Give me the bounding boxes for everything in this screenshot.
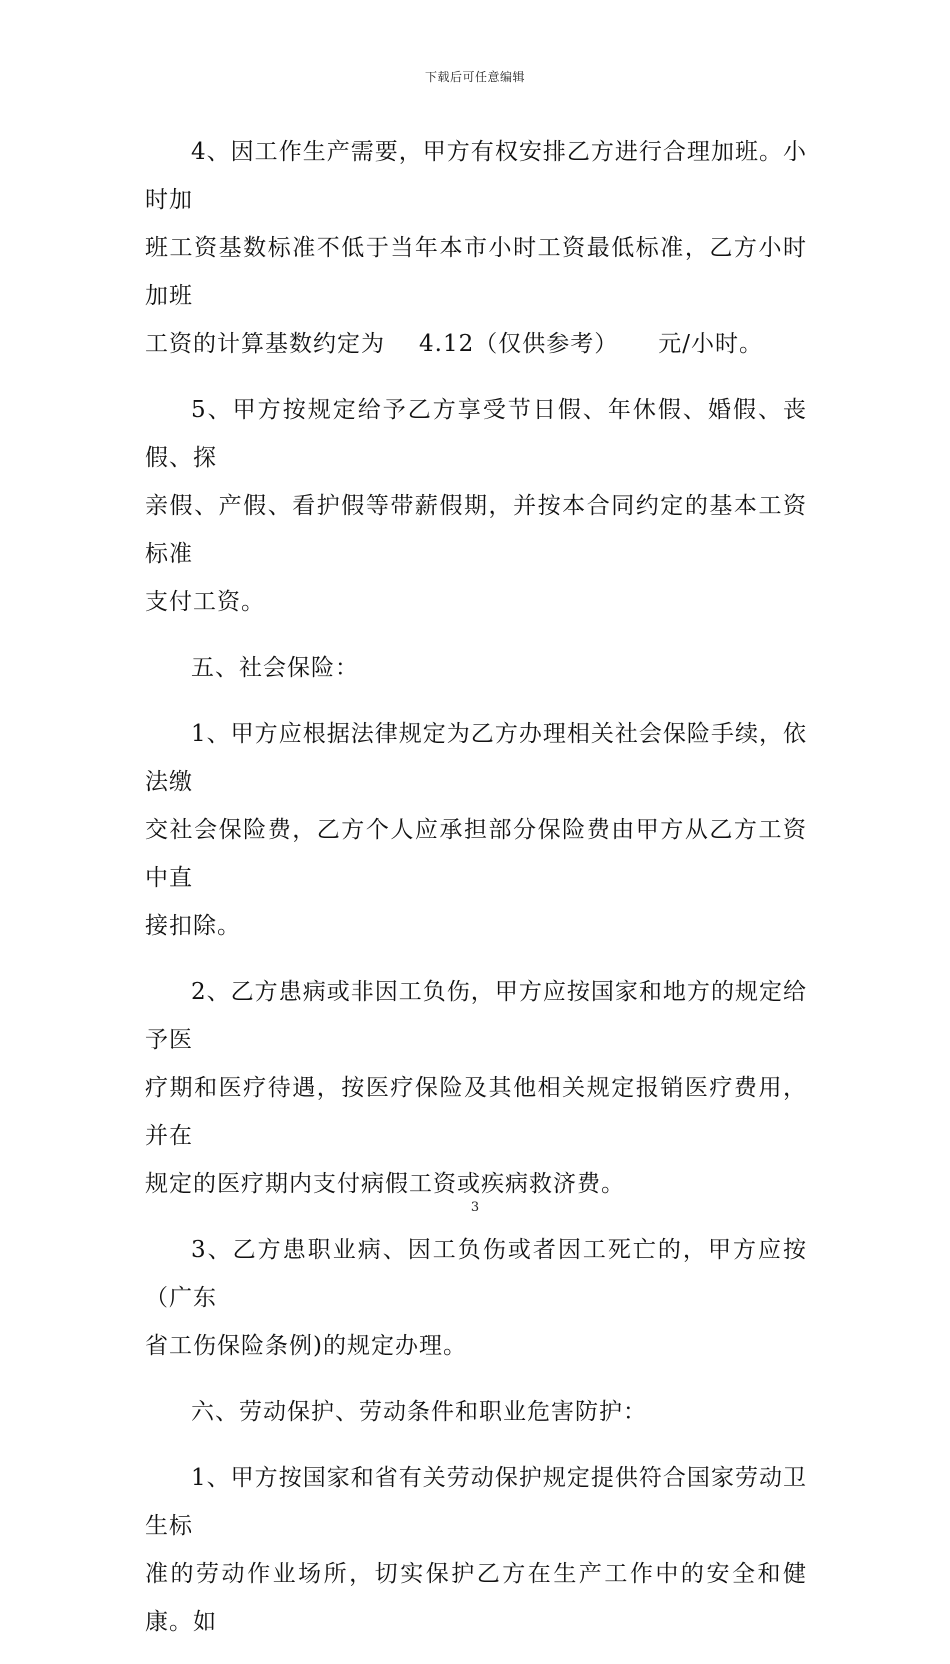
rate-suffix: 元/小时。 <box>658 331 763 357</box>
section-heading-labor-protection <box>145 1388 807 1436</box>
paragraph-occupational-injury <box>145 1226 807 1370</box>
section-heading-social-insurance <box>145 644 807 692</box>
text-line: 1、甲方按国家和省有关劳动保护规定提供符合国家劳动卫生标 <box>145 1465 807 1539</box>
paragraph-insurance-procedures <box>145 710 807 950</box>
text-line-rate <box>145 320 807 368</box>
header-note: 下载后可任意编辑 <box>424 70 525 84</box>
text-line: 5、甲方按规定给予乙方享受节日假、年休假、婚假、丧假、探 <box>145 397 807 471</box>
paragraph-illness <box>145 968 807 1208</box>
page-number: 3 <box>470 1200 480 1215</box>
text-line: 接扣除。 <box>145 913 241 939</box>
text-line: 省工伤保险条例)的规定办理。 <box>145 1333 467 1359</box>
text-line: 亲假、产假、看护假等带薪假期，并按本合同约定的基本工资标准 <box>145 493 807 567</box>
text-line: 4、因工作生产需要，甲方有权安排乙方进行合理加班。小时加 <box>145 139 807 213</box>
rate-prefix: 工资的计算基数约定为 <box>145 331 385 357</box>
document-body <box>145 128 807 1664</box>
text-line: 五、社会保险： <box>191 655 359 681</box>
text-line: 2、乙方患病或非因工负伤，甲方应按国家和地方的规定给予医 <box>145 979 807 1053</box>
rate-value: 4.12（仅供参考） <box>419 331 619 357</box>
text-line: 交社会保险费，乙方个人应承担部分保险费由甲方从乙方工资中直 <box>145 817 807 891</box>
text-line: 疗期和医疗待遇，按医疗保险及其他相关规定报销医疗费用，并在 <box>145 1075 807 1149</box>
text-line: 1、甲方应根据法律规定为乙方办理相关社会保险手续，依法缴 <box>145 721 807 795</box>
paragraph-overtime <box>145 128 807 368</box>
paragraph-workplace-safety <box>145 1454 807 1646</box>
text-line: 3、乙方患职业病、因工负伤或者因工死亡的，甲方应按（广东 <box>145 1237 807 1311</box>
paragraph-paid-leave <box>145 386 807 626</box>
text-line: 支付工资。 <box>145 589 265 615</box>
text-line: 六、劳动保护、劳动条件和职业危害防护： <box>191 1399 647 1425</box>
text-line: 班工资基数标准不低于当年本市小时工资最低标准，乙方小时加班 <box>145 235 807 309</box>
text-line: 规定的医疗期内支付病假工资或疾病救济费。 <box>145 1171 625 1197</box>
text-line: 准的劳动作业场所，切实保护乙方在生产工作中的安全和健康。如 <box>145 1561 807 1635</box>
